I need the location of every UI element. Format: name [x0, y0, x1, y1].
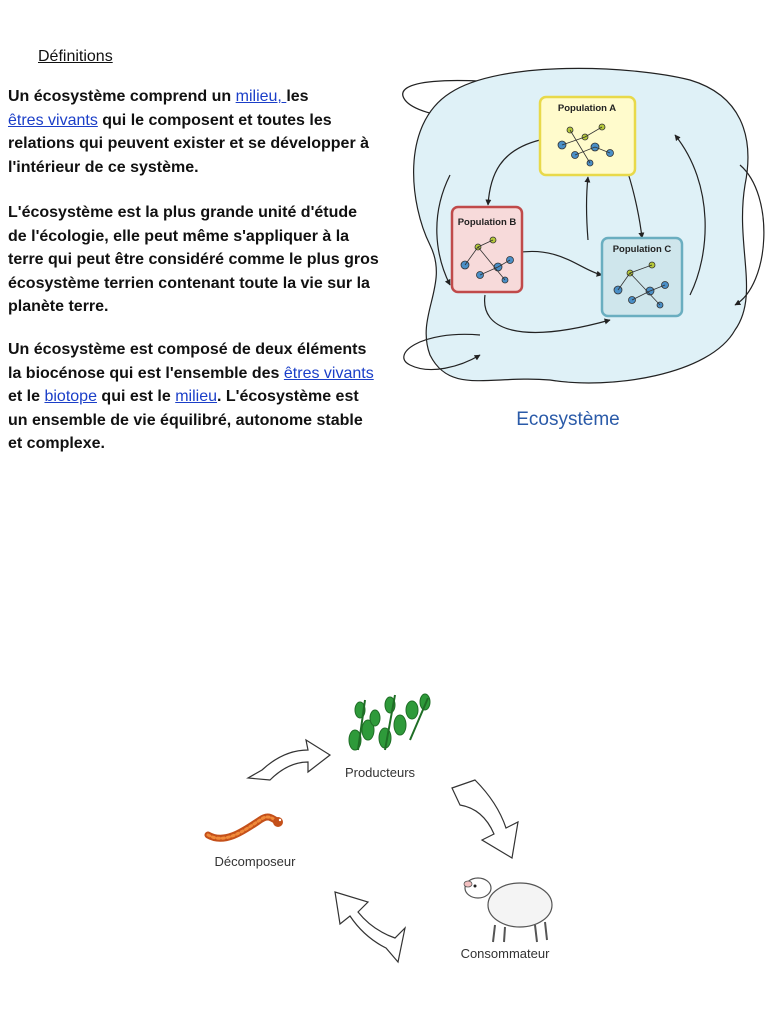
paragraph-1	[8, 85, 380, 179]
p1-text-2: les	[286, 88, 309, 105]
population-c-label: Population C	[612, 244, 672, 255]
plant-icon	[349, 694, 430, 750]
population-b-label: Population B	[457, 217, 517, 228]
population-b-box	[452, 207, 522, 292]
sheep-icon	[464, 878, 552, 942]
trophic-cycle-diagram	[190, 680, 580, 980]
p3-text-3: qui est le	[96, 388, 176, 405]
worm-icon	[208, 817, 283, 838]
etres-vivants-link[interactable]: êtres vivants	[8, 111, 98, 129]
arrow-producers-to-consumer	[452, 780, 518, 858]
p1-text-3: qui le composent et toutes les relations qui peuvent exister et se développer à l'intérieur de ce système.	[8, 111, 370, 176]
milieu-link[interactable]: milieu,	[235, 88, 287, 105]
paragraph-2: L'écosystème est la plus grande unité d'étude de l'écologie, elle peut même s'appliquer à la terre qui peut être considéré comme le plus gros écosystème terrien contenant toute la vie sur la planète terre.	[8, 204, 379, 315]
p1-text-1: Un écosystème comprend un	[8, 88, 236, 105]
population-a-box	[540, 97, 635, 175]
population-c-box	[602, 238, 682, 316]
biotope-link[interactable]: biotope	[44, 388, 97, 405]
p3-text-1: Un écosystème est composé de deux éléments la biocénose qui est l'ensemble des	[8, 341, 367, 382]
definitions-heading: Définitions	[38, 48, 113, 65]
p3-text-4: . L'écosystème est un ensemble de vie équilibré, autonome stable et complexe.	[8, 388, 363, 452]
producers-label: Producteurs	[344, 765, 416, 780]
arrow-consumer-to-decomposer	[335, 892, 405, 962]
consumer-label: Consommateur	[460, 946, 550, 961]
paragraph-3	[8, 338, 380, 456]
population-a-label: Population A	[557, 103, 617, 114]
milieu-link-2[interactable]: milieu	[175, 388, 218, 405]
ecosystem-title: Ecosystème	[516, 409, 620, 430]
ecosystem-diagram	[390, 55, 765, 440]
etres-vivants-link-2[interactable]: êtres vivants	[283, 364, 374, 382]
decomposer-label: Décomposeur	[214, 854, 296, 869]
arrow-decomposer-to-producers	[248, 740, 330, 780]
p3-text-2: et le	[8, 388, 45, 405]
